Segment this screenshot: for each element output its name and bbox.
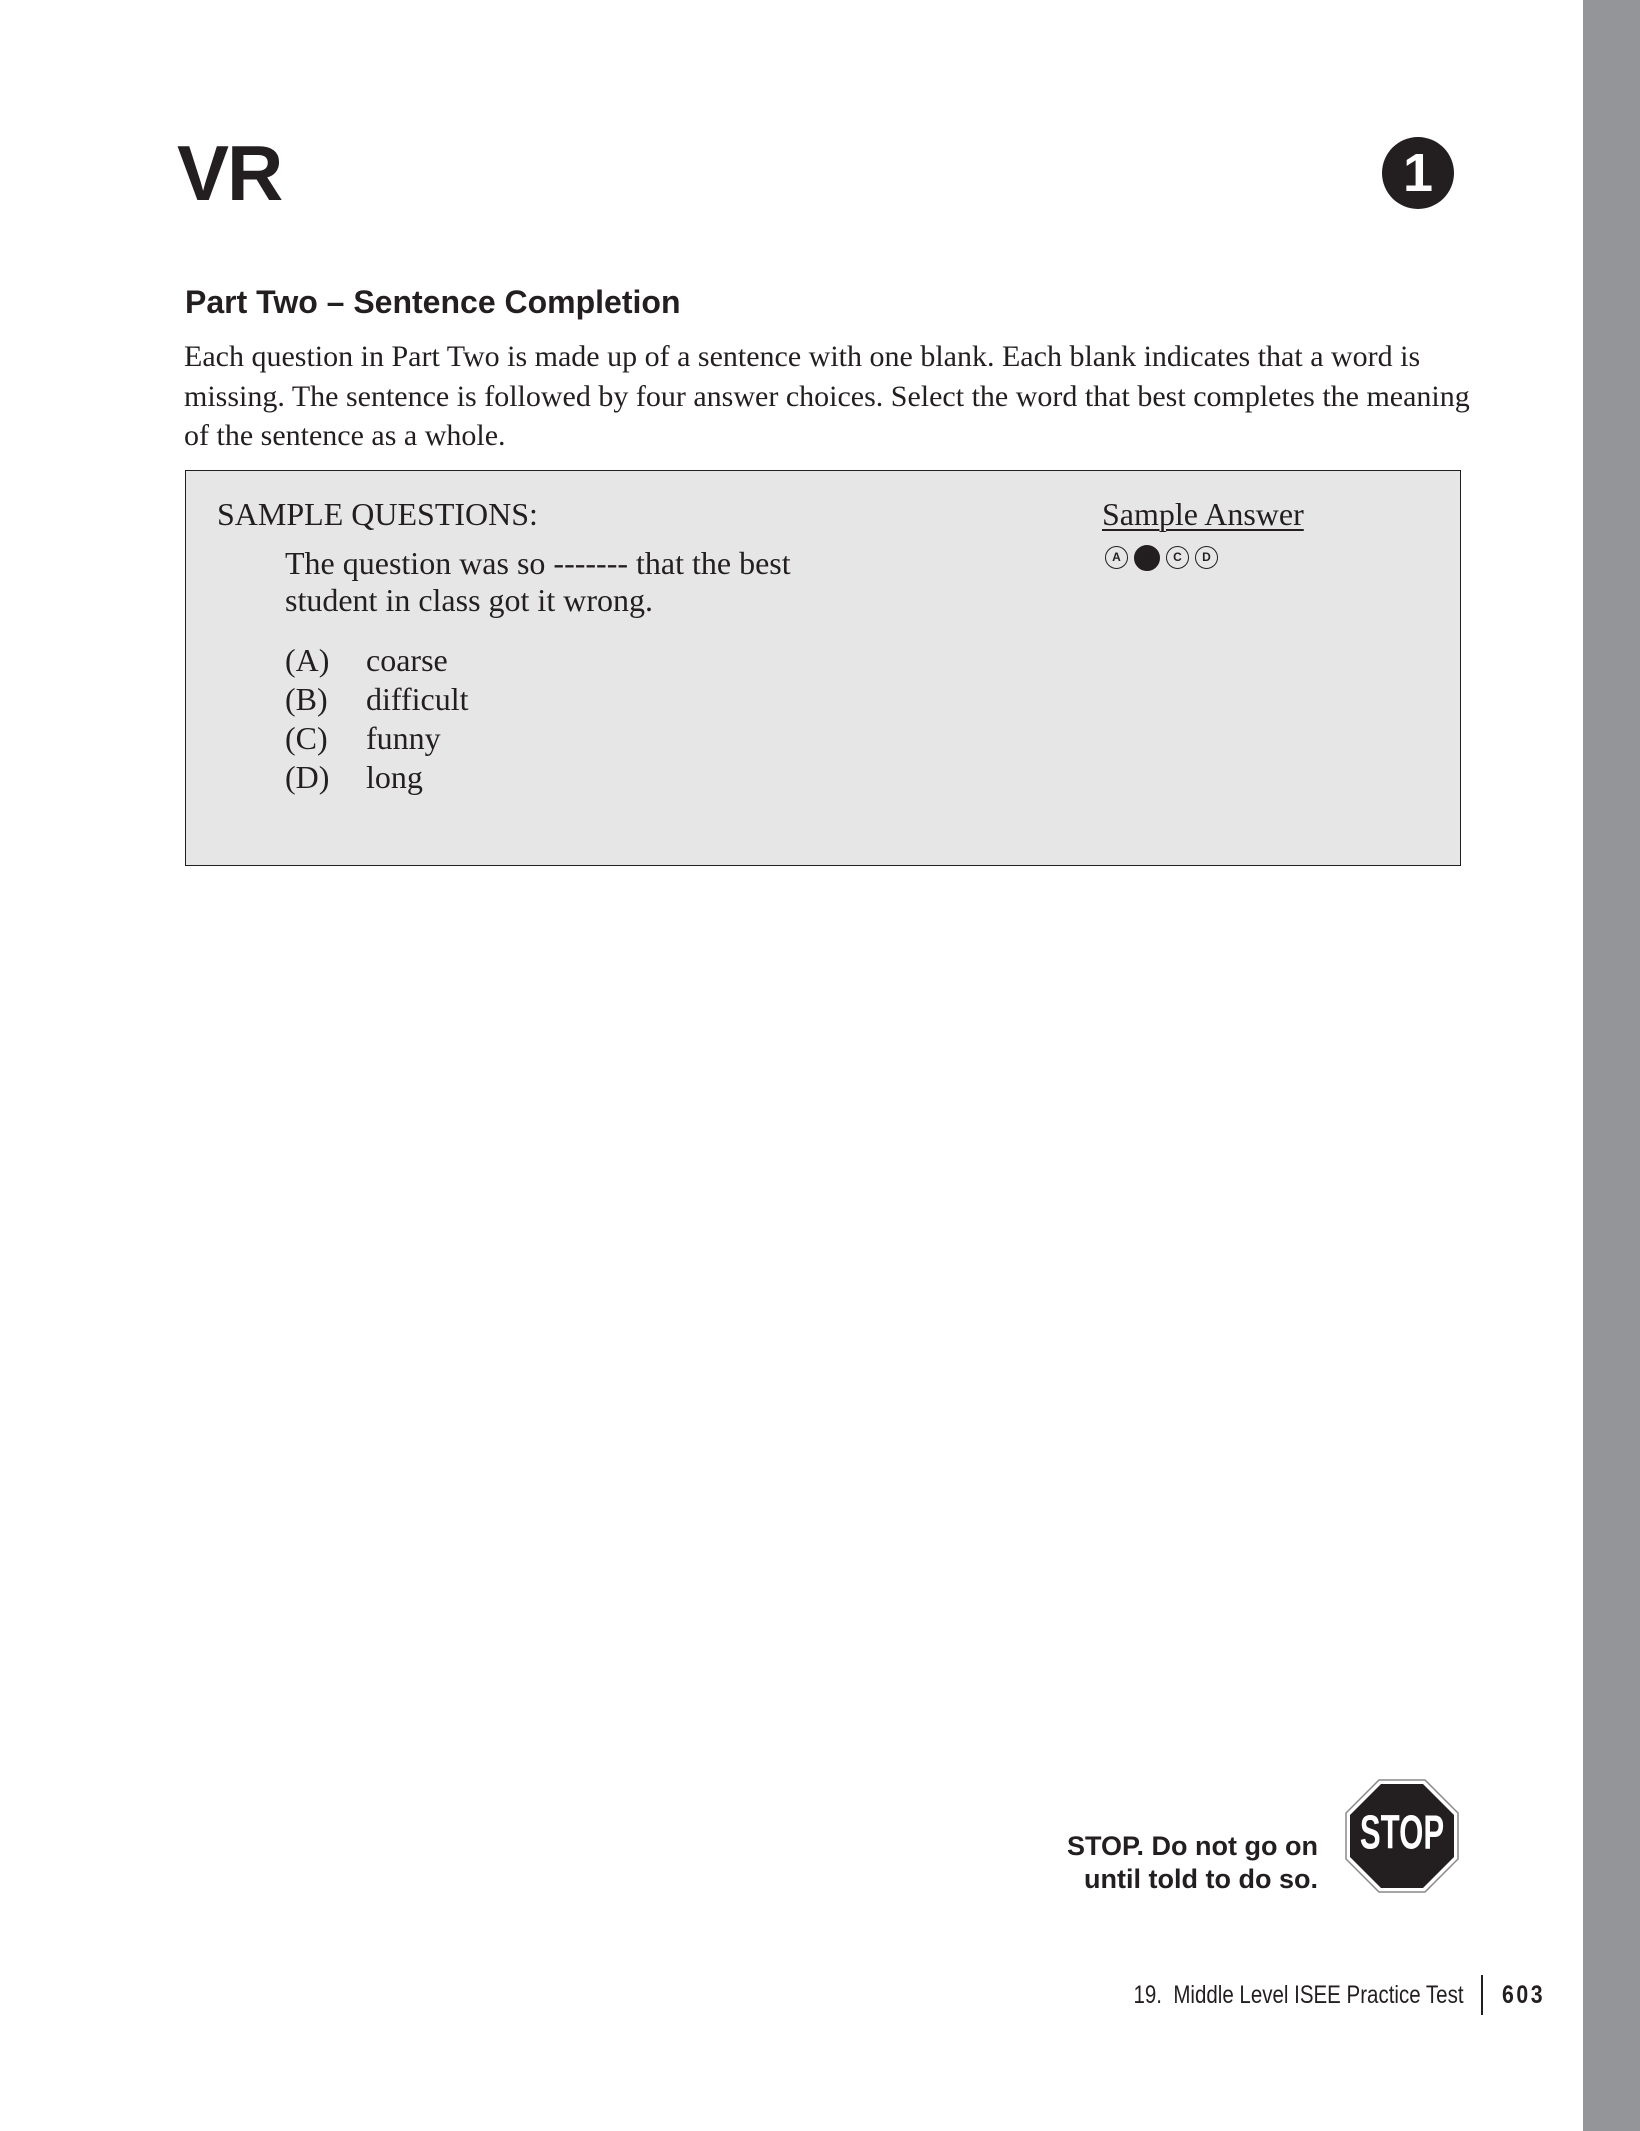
- bubble-a: A: [1105, 546, 1128, 569]
- choice-text: funny: [366, 720, 441, 756]
- stop-sign-icon: [1345, 1779, 1459, 1893]
- footer-divider: [1481, 1975, 1483, 2015]
- answer-choice-a: [285, 642, 448, 679]
- footer-chapter: 19. Middle Level ISEE Practice Test: [1133, 1981, 1464, 2009]
- bubble-b-filled: B: [1134, 545, 1160, 571]
- answer-bubbles: [1105, 546, 1218, 571]
- part-title: Part Two – Sentence Completion: [185, 284, 681, 320]
- choice-text: coarse: [366, 642, 448, 678]
- stop-line: until told to do so.: [1084, 1864, 1318, 1894]
- stop-instruction: [1067, 1830, 1318, 1896]
- sample-answer-label: Sample Answer: [1102, 496, 1304, 532]
- page-number: 603: [1502, 1981, 1546, 2009]
- choice-text: difficult: [366, 681, 469, 717]
- answer-choice-c: [285, 720, 441, 757]
- question-line: student in class got it wrong.: [285, 582, 653, 618]
- section-code: VR: [177, 129, 282, 217]
- part-instructions: Each question in Part Two is made up of a sentence with one blank. Each blank indicates that a word is missing. The sentence is followed by four answer choices. Select the word that best completes the meaning of the sentence as a whole.: [184, 340, 1470, 452]
- choice-letter: (B): [285, 681, 328, 717]
- bubble-d: D: [1195, 546, 1218, 569]
- answer-choice-d: [285, 759, 423, 796]
- page-edge-tab: [1583, 0, 1640, 2131]
- section-number-badge: 1: [1382, 137, 1454, 209]
- stop-line: STOP. Do not go on: [1067, 1831, 1318, 1861]
- choice-letter: (A): [285, 642, 330, 678]
- bubble-c: C: [1166, 546, 1189, 569]
- choice-letter: (D): [285, 759, 330, 795]
- question-line: The question was so ------- that the best: [285, 545, 791, 581]
- choice-letter: (C): [285, 720, 328, 756]
- sample-question: [285, 545, 791, 619]
- choice-text: long: [366, 759, 423, 795]
- answer-choice-b: [285, 681, 469, 718]
- stop-sign-text: STOP: [1359, 1804, 1445, 1860]
- sample-questions-label: SAMPLE QUESTIONS:: [217, 496, 538, 532]
